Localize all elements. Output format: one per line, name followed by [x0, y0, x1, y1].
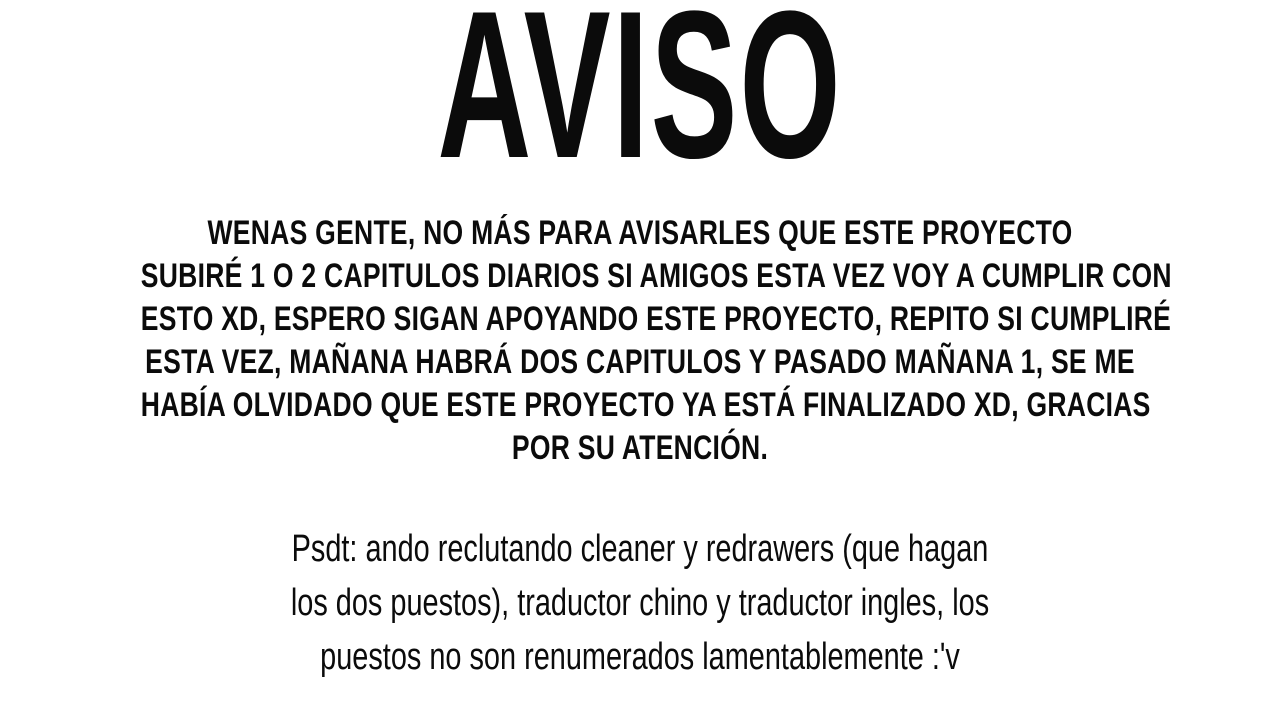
body-line-5: HABÍA OLVIDADO QUE ESTE PROYECTO YA ESTÁ FINALIZADO XD, GRACIAS: [140, 386, 1151, 424]
body-line-1: WENAS GENTE, NO MÁS PARA AVISARLES QUE ESTE PROYECTO: [207, 214, 1073, 252]
psdt-line-2: los dos puestos), traductor chino y traductor ingles, los: [290, 582, 990, 624]
psdt-line-1: Psdt: ando reclutando cleaner y redrawers (que hagan: [291, 528, 989, 570]
body-line-2: SUBIRÉ 1 O 2 CAPITULOS DIARIOS SI AMIGOS ESTA VEZ VOY A CUMPLIR CON: [140, 257, 1172, 295]
psdt-line-3: puestos no son renumerados lamentablemente :'v: [320, 636, 960, 678]
body-line-4: ESTA VEZ, MAÑANA HABRÁ DOS CAPITULOS Y PASADO MAÑANA 1, SE ME: [145, 343, 1135, 381]
body-line-6: POR SU ATENCIÓN.: [511, 429, 769, 467]
page-title: AVISO: [437, 0, 843, 202]
body-line-3: ESTO XD, ESPERO SIGAN APOYANDO ESTE PROYECTO, REPITO SI CUMPLIRÉ: [140, 300, 1172, 338]
recruitment-note: [154, 522, 1127, 684]
announcement-body: [140, 212, 1172, 470]
